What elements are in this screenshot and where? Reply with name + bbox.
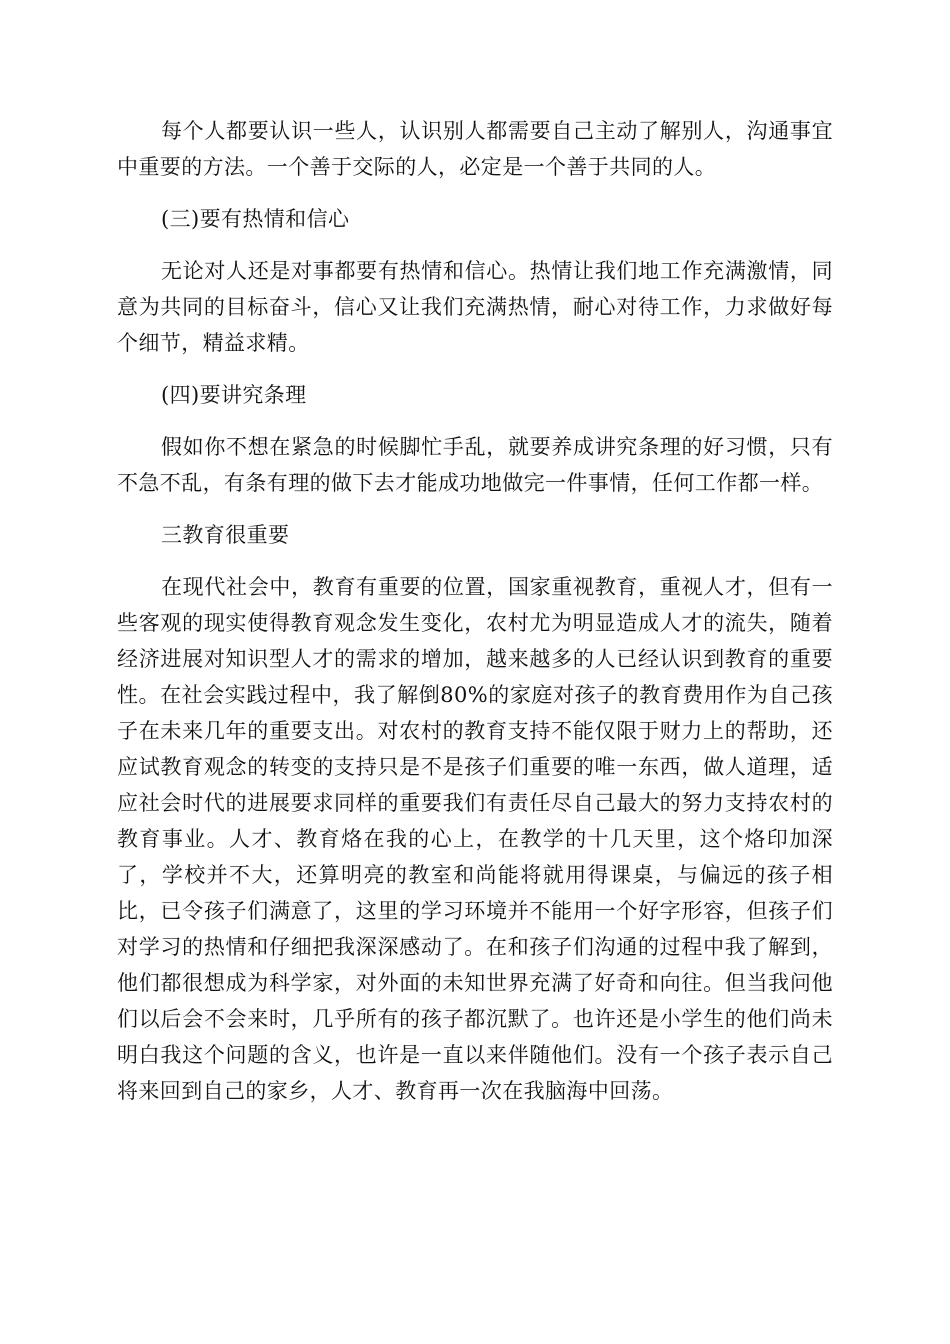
heading-education-important: 三教育很重要 — [161, 523, 290, 547]
heading-enthusiasm-confidence: (三)要有热情和信心 — [161, 207, 350, 231]
paragraph-education: 在现代社会中，教育有重要的位置，国家重视教育，重视人才，但有一些客观的现实使得教育观念发生变化，农村尤为明显造成人才的流失，随着经济进展对知识型人才的需求的增加，越来越多的人已经认识到教育的重要性。在社会实践过程中，我了解倒80%的家庭对孩子的教育费用作为自己孩子在未来几年的重要支出。对农村的教育支持不能仅限于财力上的帮助，还应试教育观念的转变的支持只是不是孩子们重要的唯一东西，做人道理，适应社会时代的进展要求同样的重要我们有责任尽自己最大的努力支持农村的教育事业。人才、教育烙在我的心上，在教学的十几天里，这个烙印加深了，学校并不大，还算明亮的教室和尚能将就用得课桌，与偏远的孩子相比，已令孩子们满意了，这里的学习环境并不能用一个好字形容，但孩子们对学习的热情和仔细把我深深感动了。在和孩子们沟通的过程中我了解到，他们都很想成为科学家，对外面的未知世界充满了好奇和向往。但当我问他们以后会不会来时，几乎所有的孩子都沉默了。也许还是小学生的他们尚未明白我这个问题的含义，也许是一直以来伴随他们。没有一个孩子表示自己将来回到自己的家乡，人才、教育再一次在我脑海中回荡。 — [117, 575, 833, 1103]
paragraph-networking: 每个人都要认识一些人，认识别人都需要自己主动了解别人，沟通事宜中重要的方法。一个善于交际的人，必定是一个善于共同的人。 — [117, 119, 833, 179]
heading-orderliness: (四)要讲究条理 — [161, 383, 307, 407]
paragraph-enthusiasm-confidence: 无论对人还是对事都要有热情和信心。热情让我们地工作充满激情，同意为共同的目标奋斗，信心又让我们充满热情，耐心对待工作，力求做好每个细节，精益求精。 — [117, 259, 833, 355]
paragraph-orderliness: 假如你不想在紧急的时候脚忙手乱，就要养成讲究条理的好习惯，只有不急不乱，有条有理的做下去才能成功地做完一件事情，任何工作都一样。 — [117, 435, 833, 495]
document-page — [117, 113, 833, 1125]
